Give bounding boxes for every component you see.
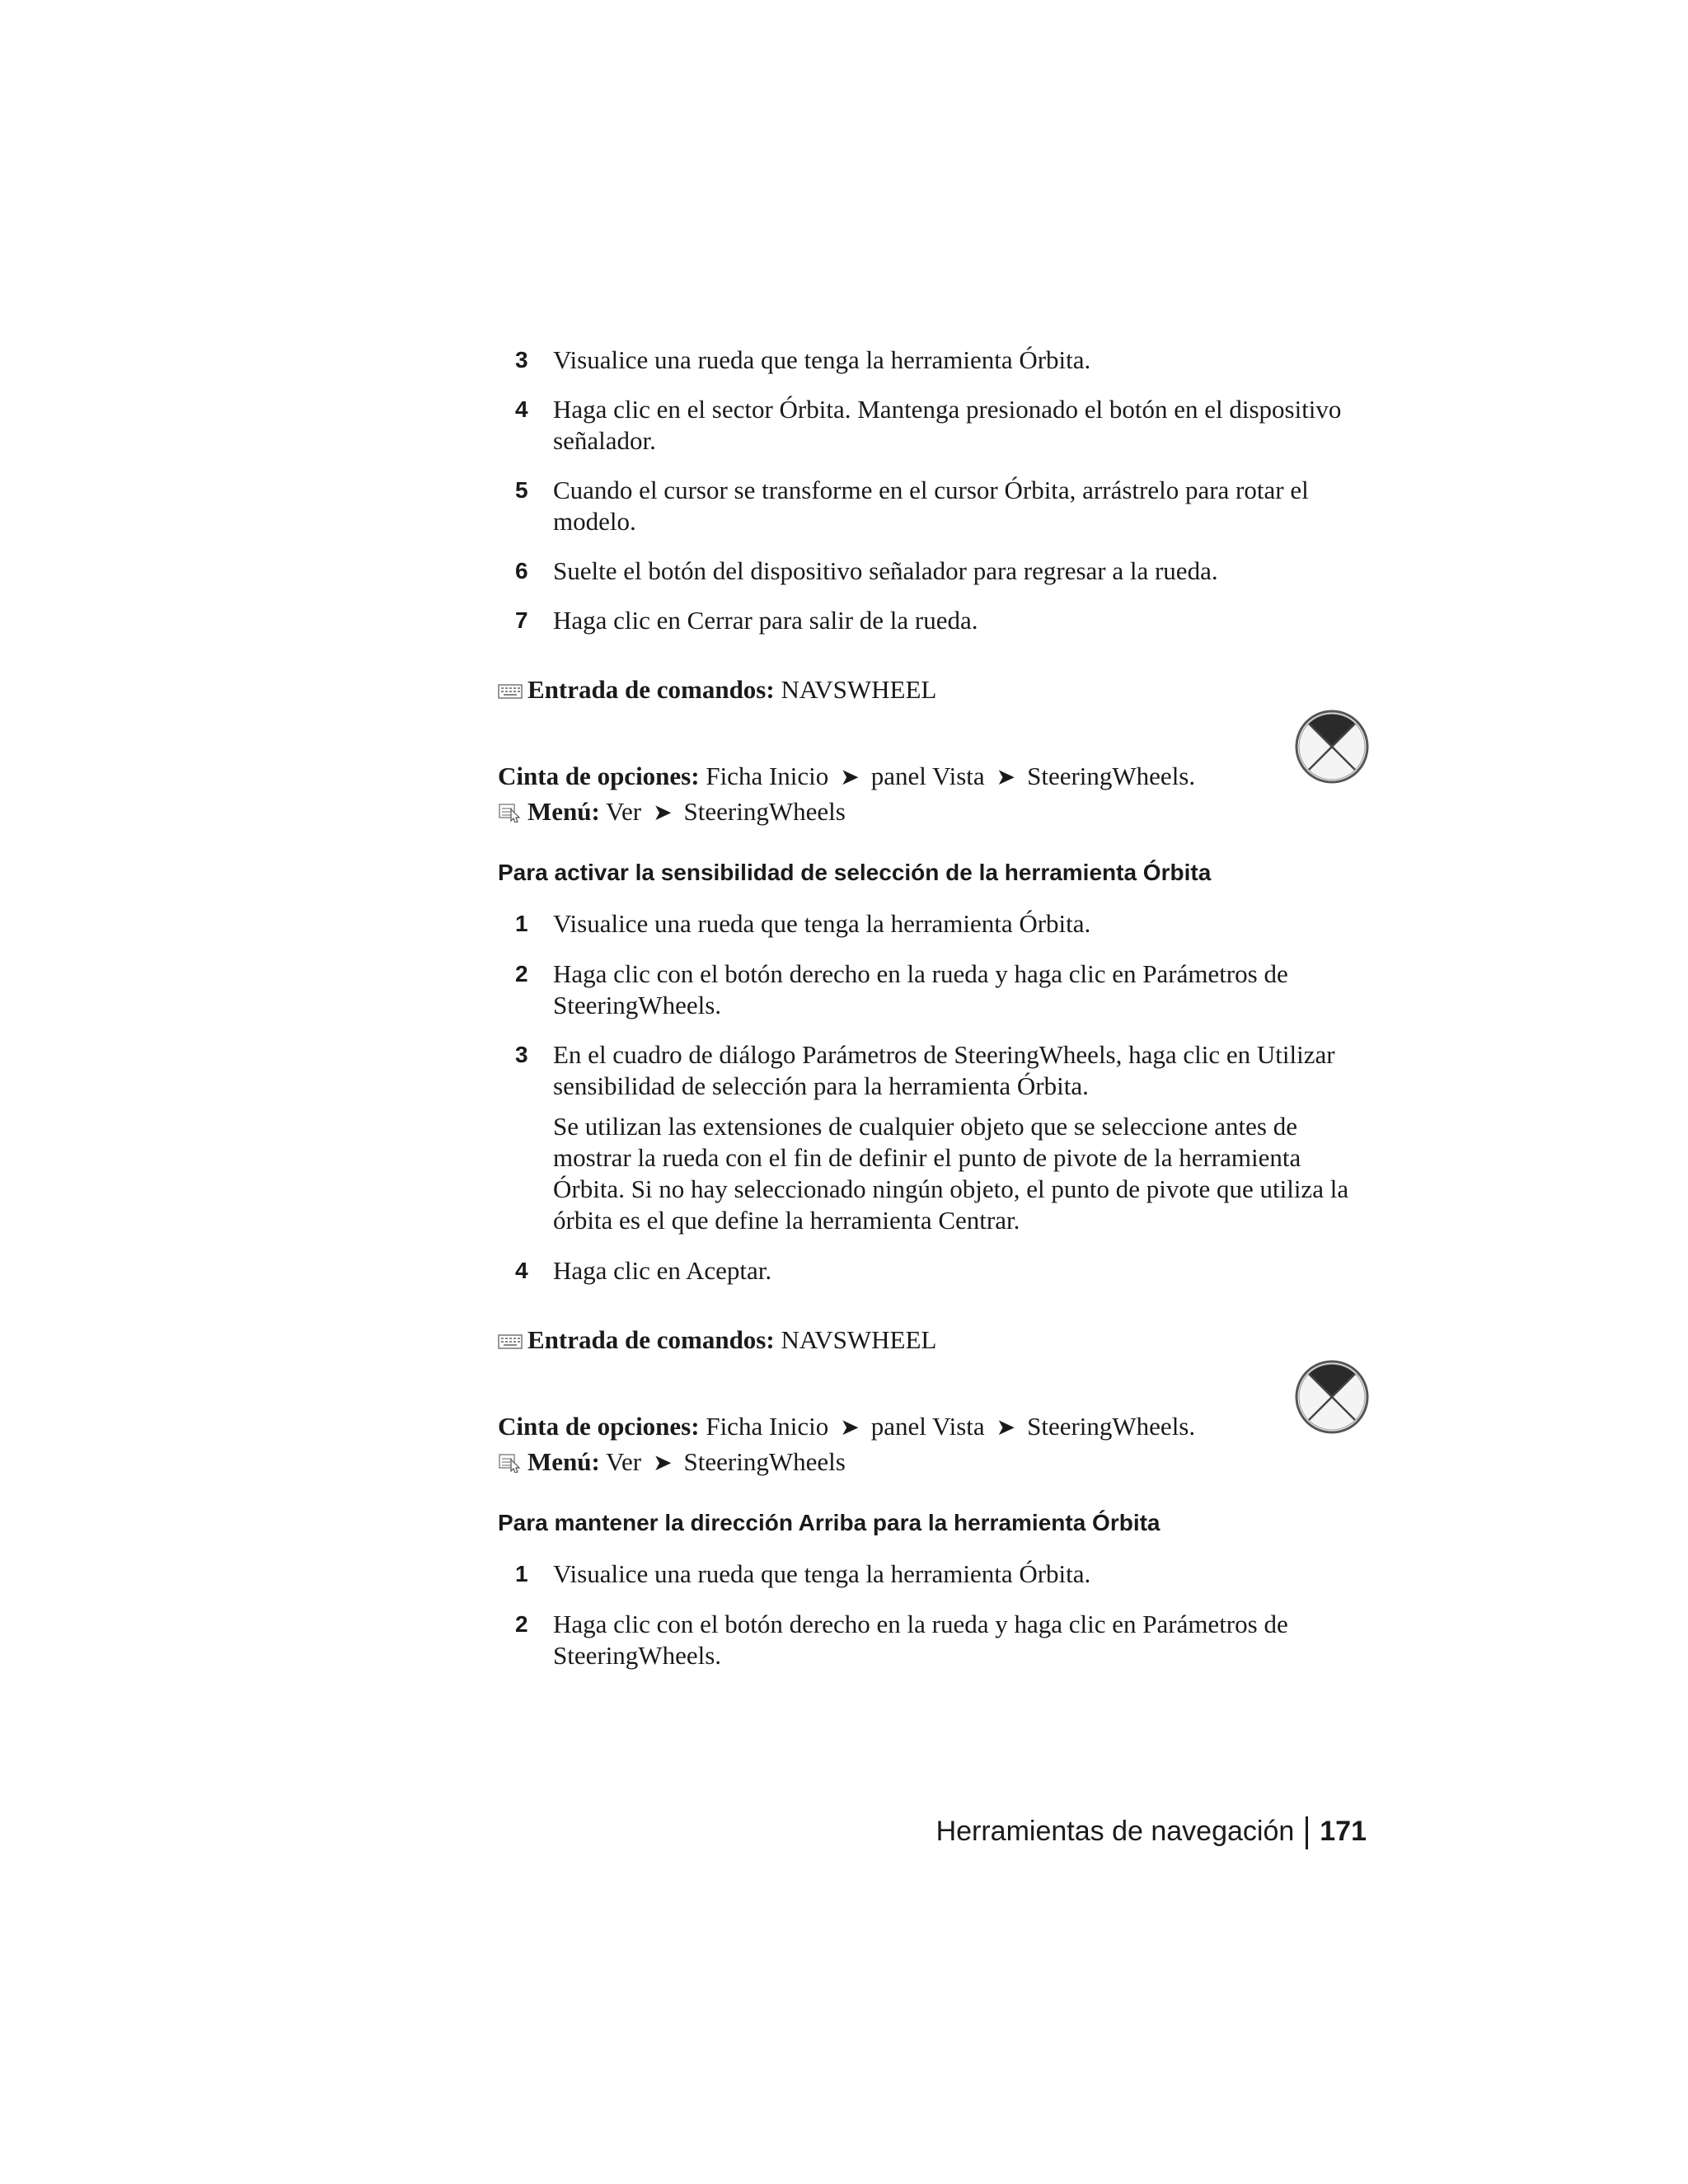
steering-wheel-icon [1294,709,1370,785]
page-number: 171 [1320,1816,1367,1847]
menu-icon [498,1449,523,1480]
menu-icon [498,799,523,830]
step-text: Visualice una rueda que tenga la herramienta Órbita. [553,345,1091,374]
menu-path [498,796,846,830]
footer-divider [1306,1816,1308,1849]
step-text: Haga clic en Aceptar. [553,1256,772,1285]
step-number: 2 [515,961,528,987]
step-text: Haga clic en Cerrar para salir de la rueda. [553,606,978,635]
step-text: Haga clic con el botón derecho en la rueda y haga clic en Parámetros de SteeringWheels. [553,959,1288,1019]
step-number: 1 [515,911,528,936]
step-number: 3 [515,1042,528,1067]
menu-path [498,1446,846,1480]
step-number: 7 [515,607,528,633]
step-number: 4 [515,396,528,422]
step-number: 6 [515,558,528,583]
arrow-right-icon: ➤ [996,765,1016,790]
menu-step: Ver [606,1447,642,1476]
command-entry [498,1324,936,1358]
step-text: Haga clic en el sector Órbita. Mantenga presionado el botón en el dispositivo señalador. [553,395,1342,455]
step-text: Suelte el botón del dispositivo señalador para regresar a la rueda. [553,556,1218,585]
command-entry [498,674,936,708]
step-text: Visualice una rueda que tenga la herramienta Órbita. [553,1559,1091,1588]
step-text: Cuando el cursor se transforme en el cursor Órbita, arrástrelo para rotar el modelo. [553,476,1309,536]
procedure-heading: Para activar la sensibilidad de selección de la herramienta Órbita [498,860,1212,885]
arrow-right-icon: ➤ [653,800,673,826]
ribbon-path [498,761,1195,794]
menu-step: SteeringWheels [683,797,846,826]
step-note: Se utilizan las extensiones de cualquier objeto que se seleccione antes de mostrar la rueda con el fin de definir el punto de pivote de la herramienta Órbita. Si no hay seleccionado ningún objeto, el punto de pivote que utiliza la órbita es el que define la herramienta Centrar. [553,1112,1349,1235]
arrow-right-icon: ➤ [653,1451,673,1476]
menu-step: Ver [606,797,642,826]
ribbon-label: Cinta de opciones: [498,1412,700,1441]
ribbon-step: SteeringWheels. [1027,1412,1196,1441]
procedure-heading: Para mantener la dirección Arriba para la herramienta Órbita [498,1510,1160,1535]
ribbon-path [498,1411,1195,1444]
command-label: Entrada de comandos: [528,675,775,704]
step-text: En el cuadro de diálogo Parámetros de SteeringWheels, haga clic en Utilizar sensibilidad de selección para la herramienta Órbita. [553,1040,1335,1100]
page-footer [936,1813,1367,1849]
chapter-title: Herramientas de navegación [935,1816,1295,1847]
step-number: 5 [515,477,528,503]
command-value: NAVSWHEEL [781,1325,937,1354]
step-number: 2 [515,1611,528,1637]
step-text: Visualice una rueda que tenga la herramienta Órbita. [553,909,1091,938]
steering-wheel-icon [1294,1359,1370,1435]
command-value: NAVSWHEEL [781,675,937,704]
keyboard-icon [498,1327,523,1358]
menu-label: Menú: [528,797,600,826]
ribbon-step: SteeringWheels. [1027,762,1196,790]
step-text: Haga clic con el botón derecho en la rueda y haga clic en Parámetros de SteeringWheels. [553,1610,1288,1670]
ribbon-step: panel Vista [870,1412,985,1441]
step-number: 4 [515,1258,528,1283]
keyboard-icon [498,677,523,708]
arrow-right-icon: ➤ [840,1415,860,1441]
ribbon-step: Ficha Inicio [706,762,829,790]
arrow-right-icon: ➤ [996,1415,1016,1441]
command-label: Entrada de comandos: [528,1325,775,1354]
arrow-right-icon: ➤ [840,765,860,790]
menu-label: Menú: [528,1447,600,1476]
ribbon-step: Ficha Inicio [706,1412,829,1441]
menu-step: SteeringWheels [683,1447,846,1476]
step-number: 3 [515,347,528,373]
ribbon-label: Cinta de opciones: [498,762,700,790]
ribbon-step: panel Vista [870,762,985,790]
step-number: 1 [515,1561,528,1586]
